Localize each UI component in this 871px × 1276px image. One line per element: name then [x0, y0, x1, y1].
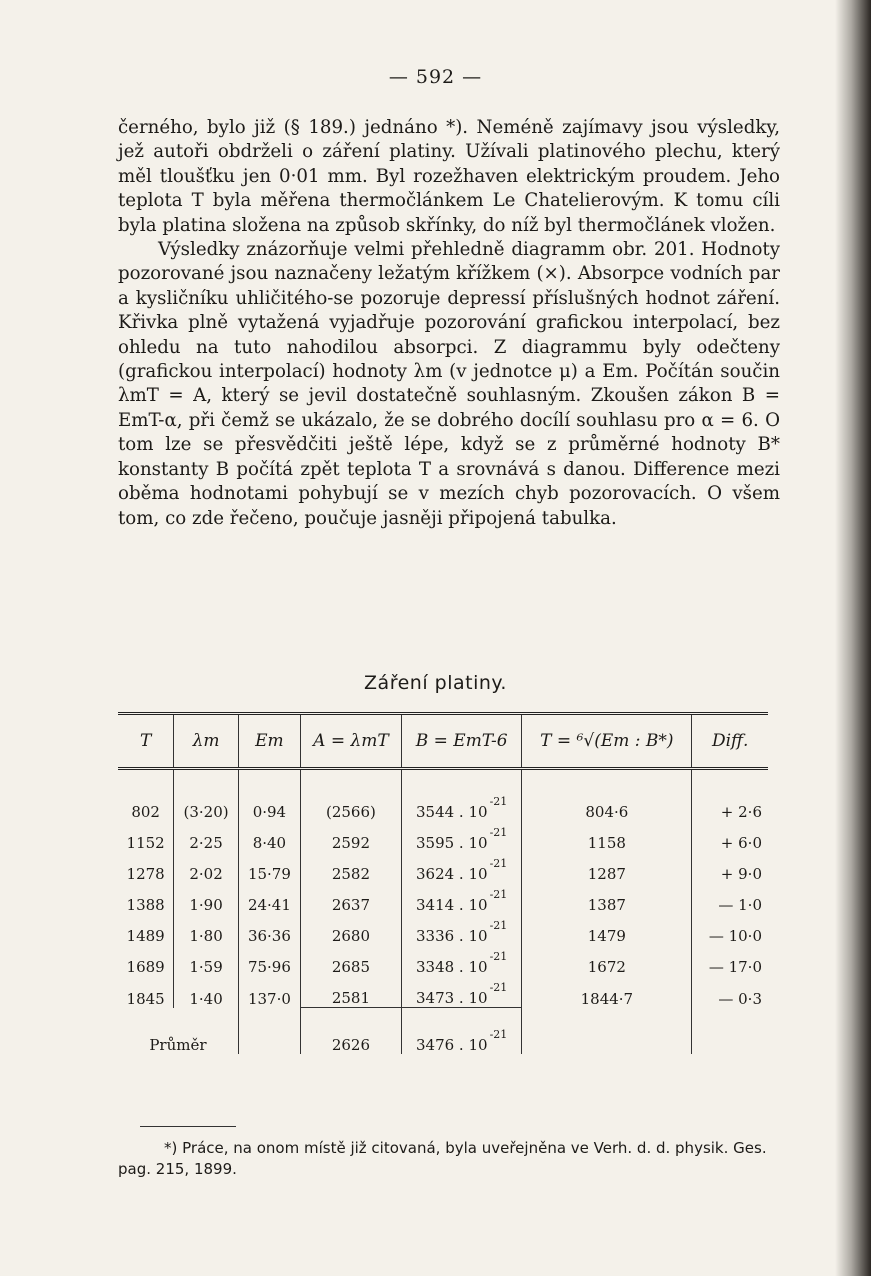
cell-A: (2566) — [300, 769, 401, 822]
empty-cell — [238, 1008, 300, 1055]
exponent: -21 — [489, 857, 508, 870]
cell-T: 1489 — [126, 927, 165, 945]
table-header-row — [118, 714, 768, 769]
cell-T-calc: 1479 — [522, 914, 692, 945]
cell-diff: + 6·0 — [692, 821, 768, 852]
table-row — [118, 852, 768, 883]
cell-diff: — 17·0 — [692, 945, 768, 976]
exponent: -21 — [489, 981, 508, 994]
table-row — [118, 883, 768, 914]
cell-lambda: 1·80 — [174, 914, 239, 945]
table-row — [118, 914, 768, 945]
cell-T-calc: 1844·7 — [522, 976, 692, 1008]
exponent: -21 — [489, 1028, 508, 1041]
header-T-calc: T = ⁶√(Em : B*) — [522, 714, 692, 769]
cell-Em: 24·41 — [238, 883, 300, 914]
cell-diff: — 1·0 — [692, 883, 768, 914]
cell-A: 2582 — [300, 852, 401, 883]
cell-A: 2592 — [300, 821, 401, 852]
average-label: Průměr — [149, 1036, 207, 1054]
cell-lambda: (3·20) — [174, 769, 239, 822]
cell-T-calc: 1672 — [522, 945, 692, 976]
cell-B: 3473 . $10^{-21}$ — [401, 976, 521, 1008]
cell-B: 3348 . $10^{-21}$ — [401, 945, 521, 976]
page-number: — 592 — — [388, 66, 483, 88]
cell-T: 1152 — [126, 834, 165, 852]
cell-T-calc: 1287 — [522, 852, 692, 883]
cell-diff: — 10·0 — [692, 914, 768, 945]
footnote: *) Práce, na onom místě již citovaná, byla uveřejněna ve Verh. d. d. physik. Ges. pag. 215, 1899. — [118, 1139, 767, 1178]
header-lambda: λm — [174, 714, 239, 769]
exponent: -21 — [489, 888, 508, 901]
header-T: T — [118, 714, 174, 769]
cell-B: 3544 . $10^{-21}$ — [401, 769, 521, 822]
average-B: 3476 . $10^{-21}$ — [401, 1008, 521, 1055]
cell-diff: + 9·0 — [692, 852, 768, 883]
cell-A: 2637 — [300, 883, 401, 914]
header-Em: Em — [238, 714, 300, 769]
cell-A: 2581 — [300, 976, 401, 1008]
exponent: -21 — [489, 826, 508, 839]
cell-Em: 137·0 — [238, 976, 300, 1008]
table-row — [118, 945, 768, 976]
table-row — [118, 769, 768, 822]
cell-T-calc: 804·6 — [522, 769, 692, 822]
exponent: -21 — [489, 919, 508, 932]
exponent: -21 — [489, 795, 508, 808]
cell-T: 1278 — [126, 865, 165, 883]
table-row — [118, 821, 768, 852]
cell-B: 3414 . $10^{-21}$ — [401, 883, 521, 914]
cell-Em: 75·96 — [238, 945, 300, 976]
header-B: B = EmT-6 — [401, 714, 521, 769]
paragraph-1: černého, bylo již (§ 189.) jednáno *). Neméně zajímavy jsou výsledky, jež autoři obdrželi o záření platiny. Užívali platinového plechu, který měl tloušťku jen 0·01 mm. Byl rozežhaven elektrickým proudem. Jeho teplota T byla měřena thermočlánkem Le Chatelierovým. K tomu cíli byla platina složena na způsob skřínky, do níž byl thermočlánek vložen. — [118, 117, 780, 236]
cell-lambda: 2·02 — [174, 852, 239, 883]
cell-Em: 15·79 — [238, 852, 300, 883]
body-text — [118, 116, 780, 531]
table-row — [118, 976, 768, 1008]
paragraph-2: Výsledky znázorňuje velmi přehledně diagramm obr. 201. Hodnoty pozorované jsou naznačeny ležatým křížkem (×). Absorpce vodních par a kysličníku uhličitého-se pozoruje depressí příslušných hodnot záření. Křivka plně vytažená vyjadřuje pozorování grafickou interpolací, bez ohledu na tuto nahodilou absorpci. Z diagrammu byly odečteny (grafickou interpolací) hodnoty λm (v jednotce μ) a Em. Počítán součin λmT = A, který se jevil dostatečně souhlasným. Zkoušen zákon B = EmT-α, při čemž se ukázalo, že se dobrého docílí souhlasu pro α = 6. O tom lze se přesvědčiti ještě lépe, když se z průměrné hodnoty B* konstanty B počítá zpět teplota T a srovnává s danou. Difference mezi oběma hodnotami pohybují se v mezích chyb pozorovacích. O všem tom, co zde řečeno, poučuje jasněji připojená tabulka. — [118, 239, 780, 529]
cell-A: 2685 — [300, 945, 401, 976]
cell-lambda: 2·25 — [174, 821, 239, 852]
header-A: A = λmT — [300, 714, 401, 769]
cell-B: 3336 . $10^{-21}$ — [401, 914, 521, 945]
cell-lambda: 1·90 — [174, 883, 239, 914]
header-diff: Diff. — [692, 714, 768, 769]
cell-T: 1845 — [126, 989, 165, 1008]
cell-T: 1388 — [126, 896, 165, 914]
cell-lambda: 1·59 — [174, 945, 239, 976]
cell-T-calc: 1387 — [522, 883, 692, 914]
empty-cell — [522, 1008, 692, 1055]
cell-T-calc: 1158 — [522, 821, 692, 852]
cell-B: 3624 . $10^{-21}$ — [401, 852, 521, 883]
cell-Em: 0·94 — [238, 769, 300, 822]
cell-T: 1689 — [126, 958, 165, 976]
cell-B: 3595 . $10^{-21}$ — [401, 821, 521, 852]
empty-cell — [692, 1008, 768, 1055]
cell-lambda: 1·40 — [174, 976, 239, 1008]
platinum-radiation-table — [118, 712, 768, 1054]
cell-T: 802 — [131, 803, 160, 821]
cell-A: 2680 — [300, 914, 401, 945]
average-A: 2626 — [300, 1008, 401, 1055]
table-title: Záření platiny. — [364, 672, 507, 694]
exponent: -21 — [489, 950, 508, 963]
cell-Em: 8·40 — [238, 821, 300, 852]
footnote-rule — [140, 1126, 236, 1127]
cell-Em: 36·36 — [238, 914, 300, 945]
cell-diff: + 2·6 — [692, 769, 768, 822]
average-row — [118, 1008, 768, 1055]
page-edge-shadow — [835, 0, 871, 1276]
cell-diff: — 0·3 — [692, 976, 768, 1008]
